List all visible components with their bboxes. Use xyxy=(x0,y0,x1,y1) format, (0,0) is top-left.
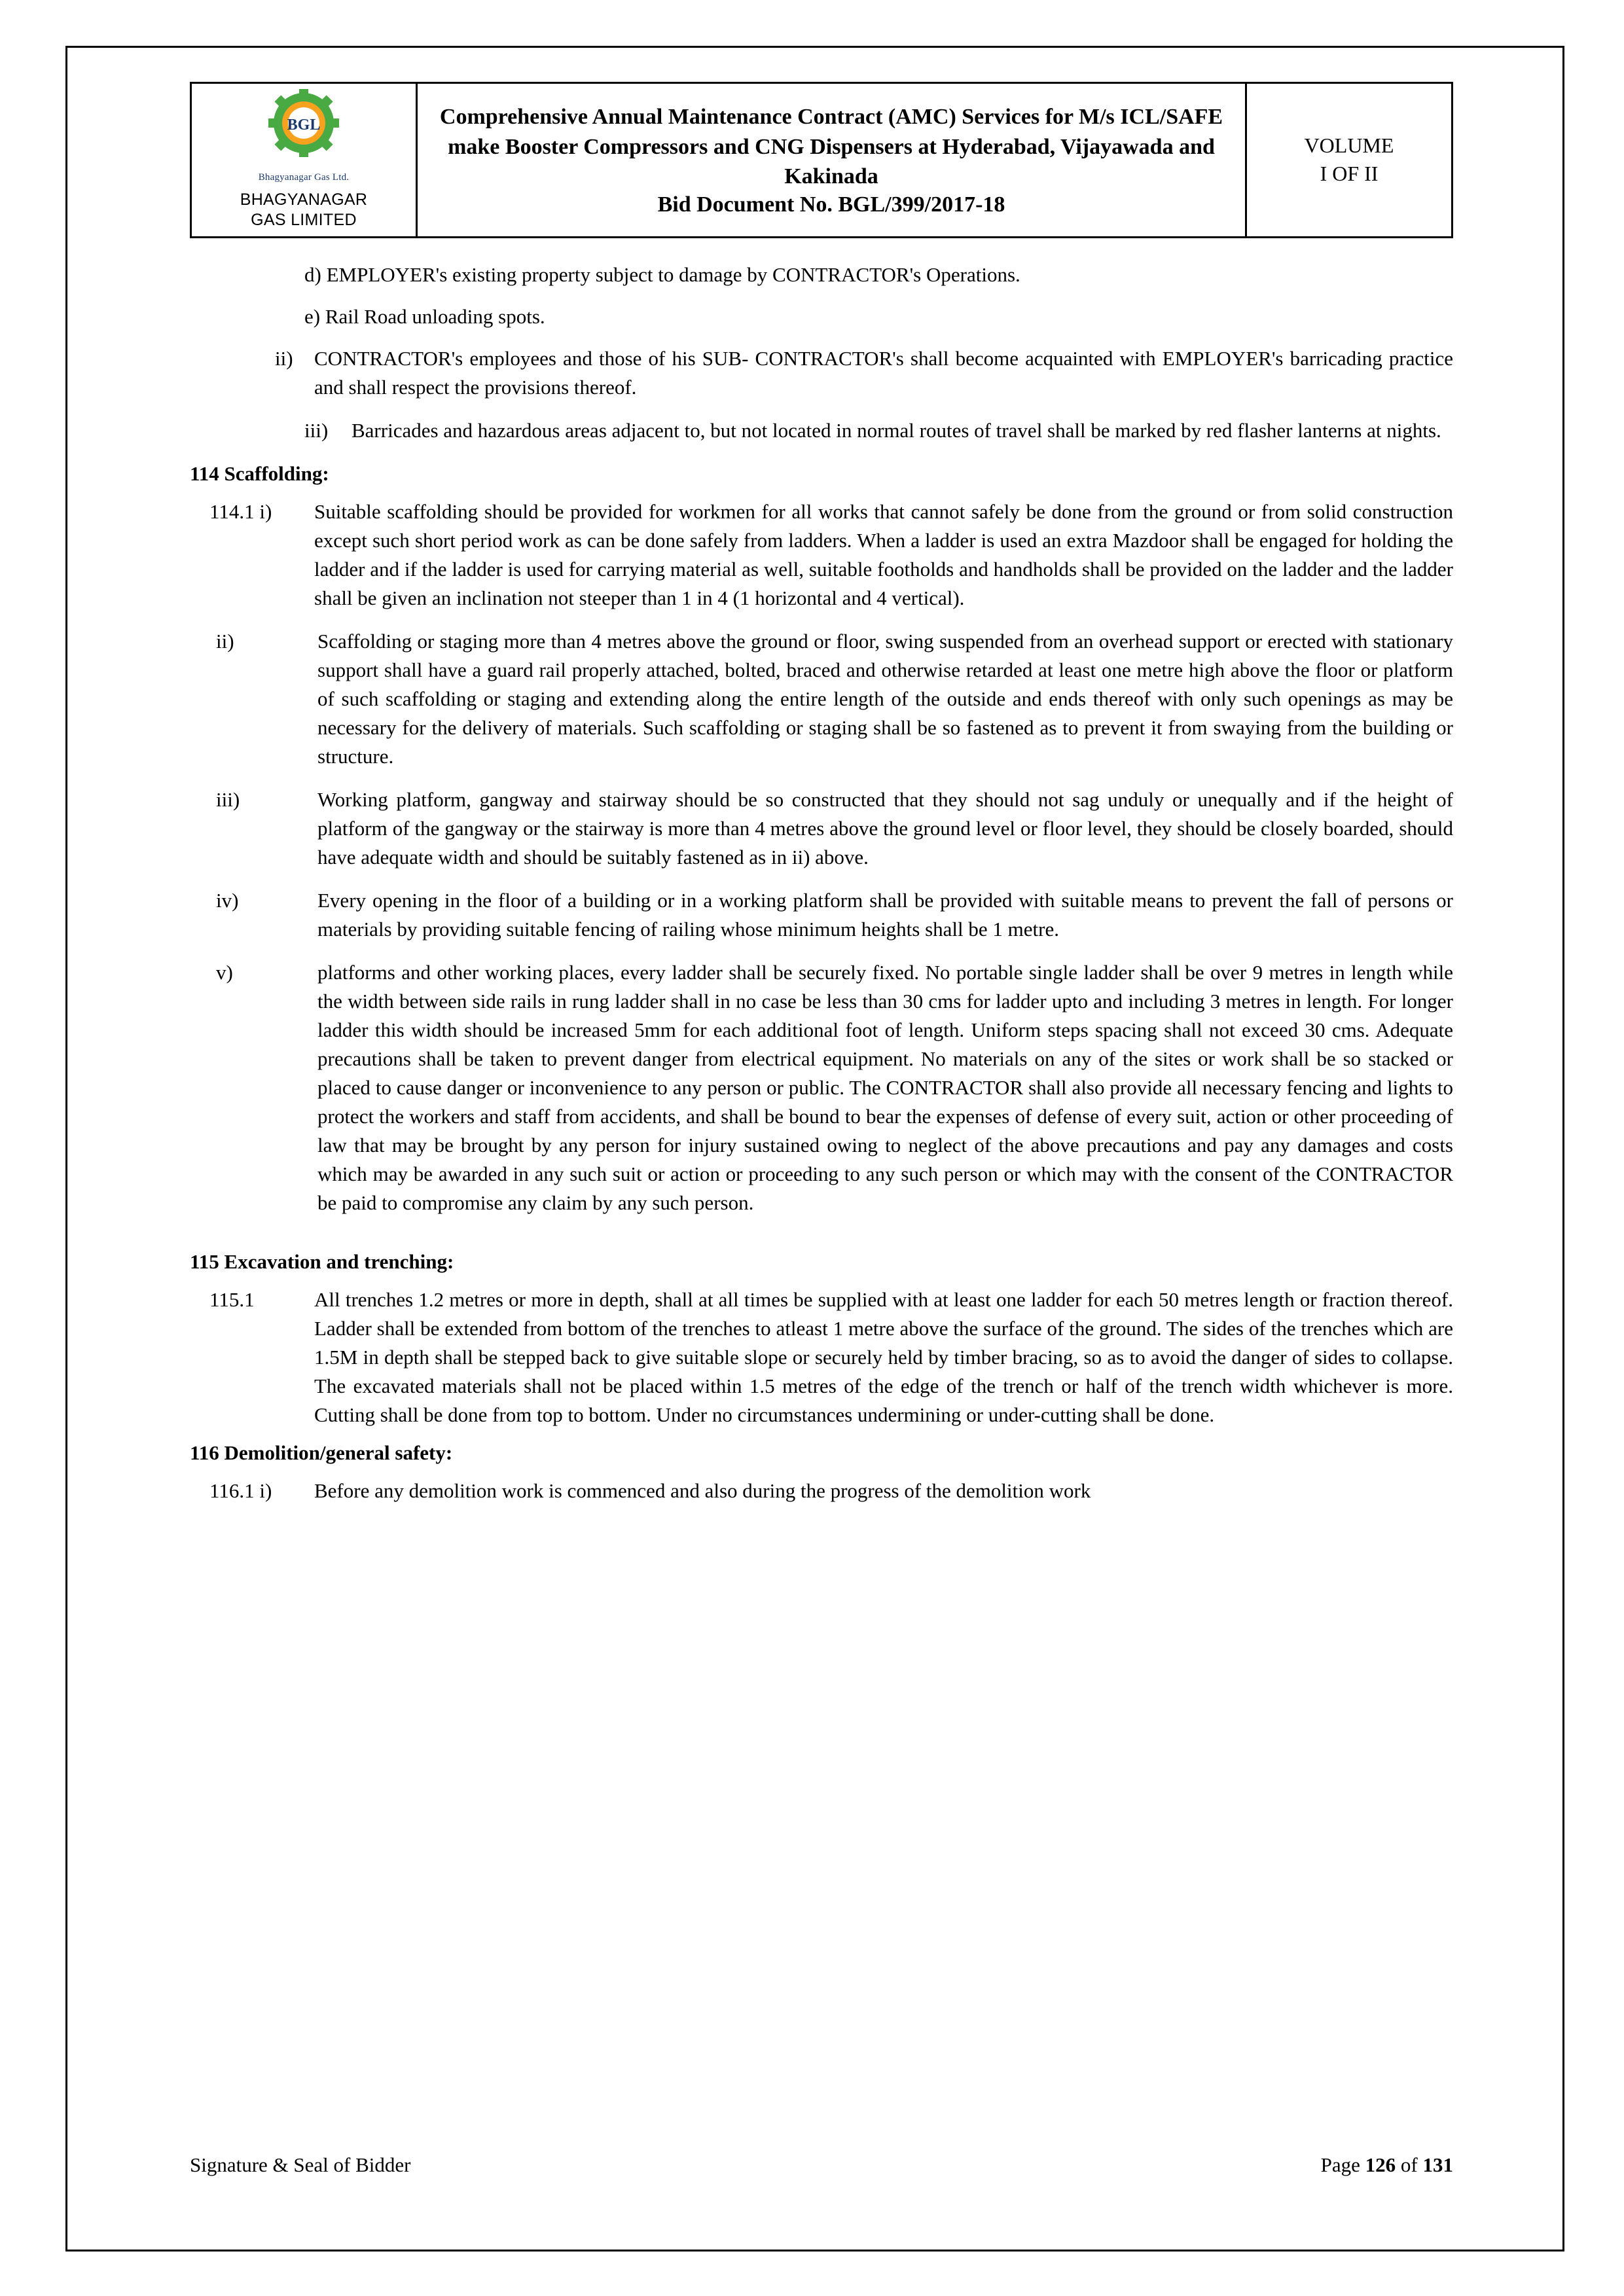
clause-116-1 xyxy=(209,1477,1453,1505)
clause-114-1-marker: 114.1 i) xyxy=(209,499,272,523)
document-title: Comprehensive Annual Maintenance Contract (AMC) Services for M/s ICL/SAFE make Booster Compressors and CNG Dispensers at Hyderabad, Vijayawada and Kakinada xyxy=(439,105,1223,188)
clause-115-1 xyxy=(209,1285,1453,1429)
clause-115-1-text: All trenches 1.2 metres or more in depth, shall at all times be supplied with at least one ladder for each 50 metres length or fraction thereof. Ladder shall be extended from bottom of the trenches to atleast 1 metre above the surface of the ground. The sides of the trenches which are 1.5M in depth shall be stepped back to give suitable slope or securely held by timber bracing, so as to avoid the danger of sides to collapse. The excavated materials shall not be placed within 1.5 metres of the edge of the trench or half of the trench width whichever is more. Cutting shall be done from top to bottom. Under no circumstances undermining or under-cutting shall be done. xyxy=(314,1287,1453,1427)
clause-114-1 xyxy=(209,497,1453,613)
footer-page-prefix: Page xyxy=(1320,2153,1365,2176)
clause-114-iii-text: Working platform, gangway and stairway should be so constructed that they should not sag unduly or unequally and if the height of platform of the gangway or the stairway is more than 4 metres above the ground level or floor level, they should be closely boarded, should have adequate width and should be suitably fastened as in ii) above. xyxy=(317,787,1453,869)
svg-text:BGL: BGL xyxy=(287,117,321,134)
logo-company-name xyxy=(196,190,412,231)
logo-company-line2: GAS LIMITED xyxy=(251,211,357,230)
header-row xyxy=(191,83,1453,238)
document-body xyxy=(190,260,1453,1506)
document-header-table xyxy=(190,82,1453,238)
clause-114-ii-marker: ii) xyxy=(216,629,234,653)
list-item-ii-marker: ii) xyxy=(275,346,293,370)
clause-114-ii-text: Scaffolding or staging more than 4 metres above the ground or floor, swing suspended from an overhead support or erected with stationary support shall have a guard rail properly attached, bolted, braced and otherwise retarded at least one metre high above the floor or platform of such scaffolding or staging and extending along the entire length of the outside and ends thereof with only such openings as may be necessary for the delivery of materials. Such scaffolding or staging shall be so fastened as to prevent it from swaying from the building or structure. xyxy=(317,629,1453,768)
section-heading-114: 114 Scaffolding: xyxy=(190,461,329,485)
footer-page-number xyxy=(1321,2153,1453,2177)
footer-page-of: of xyxy=(1396,2153,1423,2176)
list-item-d: d) EMPLOYER's existing property subject to damage by CONTRACTOR's Operations. xyxy=(304,262,1020,286)
clause-114-iii-marker: iii) xyxy=(216,787,240,811)
list-item-ii-text: CONTRACTOR's employees and those of his SUB- CONTRACTOR's shall become acquainted with EMPLOYER's barricading practice and shall respect the provisions thereof. xyxy=(314,346,1453,399)
page-content xyxy=(190,82,1453,1520)
clause-114-ii xyxy=(216,627,1453,771)
list-item-iii-marker: iii) xyxy=(304,418,329,442)
bgl-gear-logo-icon xyxy=(242,89,366,170)
bid-document-number: Bid Document No. BGL/399/2017-18 xyxy=(657,192,1005,217)
footer-page-current: 126 xyxy=(1365,2153,1396,2176)
list-item-ii xyxy=(275,344,1453,402)
list-item-e: e) Rail Road unloading spots. xyxy=(304,304,545,328)
volume-label-line1: VOLUME xyxy=(1304,134,1394,158)
clause-114-v-text: platforms and other working places, every ladder shall be securely fixed. No portable single ladder shall be over 9 metres in length while the width between side rails in rung ladder shall in no case be less than 30 cms for ladder upto and including 3 metres in length. For longer ladder this width should be increased 5mm for each additional foot of length. Uniform steps spacing shall not exceed 30 cms. Adequate precautions shall be taken to prevent danger from electrical equipment. No materials on any of the sites or work shall be so stacked or placed to cause danger or inconvenience to any person or public. The CONTRACTOR shall also provide all necessary fencing and lights to protect the workers and staff from accidents, and shall be bound to bear the expenses of defense of every suit, action or other proceeding of law that may be brought by any person for injury sustained owing to neglect of the above precautions and pay any damages and costs which may be awarded in any such suit or action or proceeding to any such person or which may with the consent of the CONTRACTOR be paid to compromise any claim by any such person. xyxy=(317,960,1453,1214)
clause-114-iii xyxy=(216,785,1453,872)
volume-label-line2: I OF II xyxy=(1320,162,1379,186)
logo-company-line1: BHAGYANAGAR xyxy=(240,190,368,209)
list-item-iii xyxy=(304,416,1453,445)
clause-115-1-marker: 115.1 xyxy=(209,1287,255,1311)
header-volume-cell xyxy=(1246,83,1453,238)
clause-114-iv-text: Every opening in the floor of a building or in a working platform shall be provided with suitable means to prevent the fall of persons or materials by providing suitable fencing of railing whose minimum heights shall be 1 metre. xyxy=(317,888,1453,941)
footer-signature: Signature & Seal of Bidder xyxy=(190,2153,411,2176)
clause-114-v xyxy=(216,958,1453,1217)
page-footer xyxy=(190,2153,1453,2177)
header-logo-cell xyxy=(191,83,417,238)
section-heading-116: 116 Demolition/general safety: xyxy=(190,1441,453,1465)
clause-116-1-text: Before any demolition work is commenced and also during the progress of the demolition work xyxy=(314,1479,1091,1503)
clause-116-1-marker: 116.1 i) xyxy=(209,1479,272,1503)
clause-114-1-text: Suitable scaffolding should be provided for workmen for all works that cannot safely be done from the ground or from solid construction except such short period work as can be done safely from ladders. When a ladder is used an extra Mazdoor shall be engaged for holding the ladder and if the ladder is used for carrying material as well, suitable footholds and handholds shall be provided on the ladder and the ladder shall be given an inclination not steeper than 1 in 4 (1 horizontal and 4 vertical). xyxy=(314,499,1453,609)
logo-tagline: Bhagyanagar Gas Ltd. xyxy=(258,172,350,183)
clause-114-iv-marker: iv) xyxy=(216,888,239,912)
clause-114-v-marker: v) xyxy=(216,960,233,984)
section-heading-115: 115 Excavation and trenching: xyxy=(190,1249,454,1273)
footer-page-total: 131 xyxy=(1422,2153,1453,2176)
header-title-cell xyxy=(417,83,1246,238)
clause-114-iv xyxy=(216,886,1453,944)
list-item-iii-text: Barricades and hazardous areas adjacent to, but not located in normal routes of travel shall be marked by red flasher lanterns at nights. xyxy=(352,418,1441,442)
